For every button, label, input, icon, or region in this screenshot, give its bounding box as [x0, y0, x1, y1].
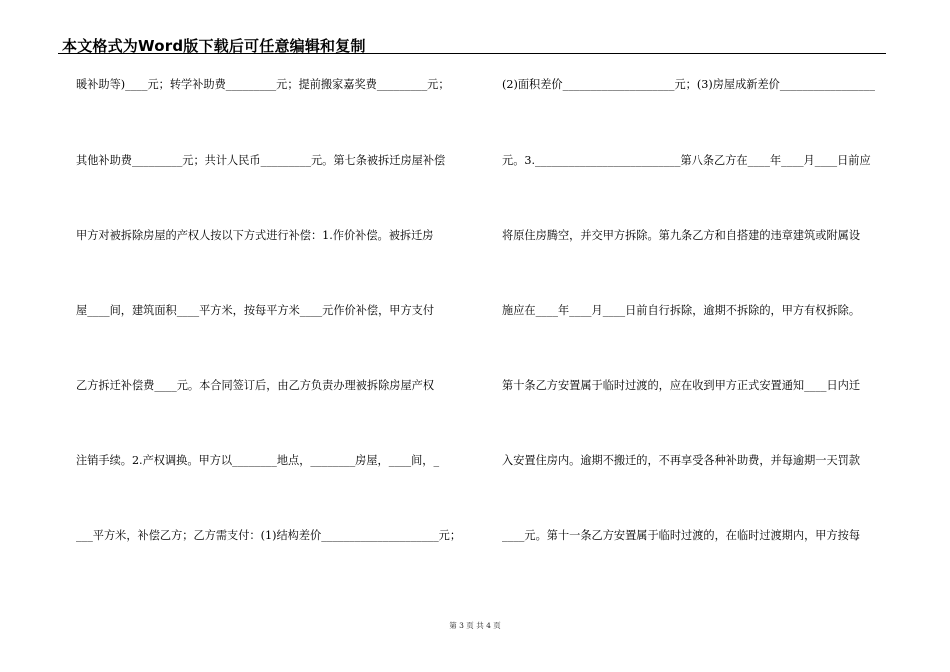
text-line: 甲方对被拆除房屋的产权人按以下方式进行补偿：1.作价补偿。被拆迁房	[76, 229, 434, 242]
text-line: 注销手续。2.产权调换。甲方以________地点，________房屋，____间，_	[76, 454, 440, 467]
text-line: 乙方拆迁补偿费____元。本合同签订后，由乙方负责办理被拆除房屋产权	[76, 379, 435, 392]
text-line: 将原住房腾空，并交甲方拆除。第九条乙方和自搭建的违章建筑或附属设	[502, 229, 861, 242]
page-number-footer: 第 3 页 共 4 页	[449, 621, 501, 630]
text-line: ___平方米，补偿乙方；乙方需支付：(1)结构差价_____________________元；	[76, 529, 462, 542]
text-line: 入安置住房内。逾期不搬迁的，不再享受各种补助费，并每逾期一天罚款	[502, 454, 861, 467]
text-line: (2)面积差价____________________元；(3)房屋成新差价_________________	[502, 78, 875, 91]
text-line: 第十条乙方安置属于临时过渡的，应在收到甲方正式安置通知____日内迁	[502, 379, 861, 392]
document-header-title: 本文格式为Word版下载后可任意编辑和复制	[62, 37, 366, 55]
text-line: 暖补助等)____元；转学补助费_________元；提前搬家嘉奖费_________元；	[76, 78, 450, 91]
right-text-column	[502, 0, 892, 672]
text-line: 其他补助费_________元；共计人民币_________元。第七条被拆迁房屋补偿	[76, 154, 446, 167]
text-line: 元。3.__________________________第八条乙方在____年____月____日前应	[502, 154, 871, 167]
left-text-column	[76, 0, 476, 672]
text-line: 施应在____年____月____日前自行拆除，逾期不拆除的，甲方有权拆除。	[502, 304, 861, 317]
text-line: 屋____间，建筑面积____平方米，按每平方米____元作价补偿，甲方支付	[76, 304, 435, 317]
text-line: ____元。第十一条乙方安置属于临时过渡的，在临时过渡期内，甲方按每	[502, 529, 861, 542]
